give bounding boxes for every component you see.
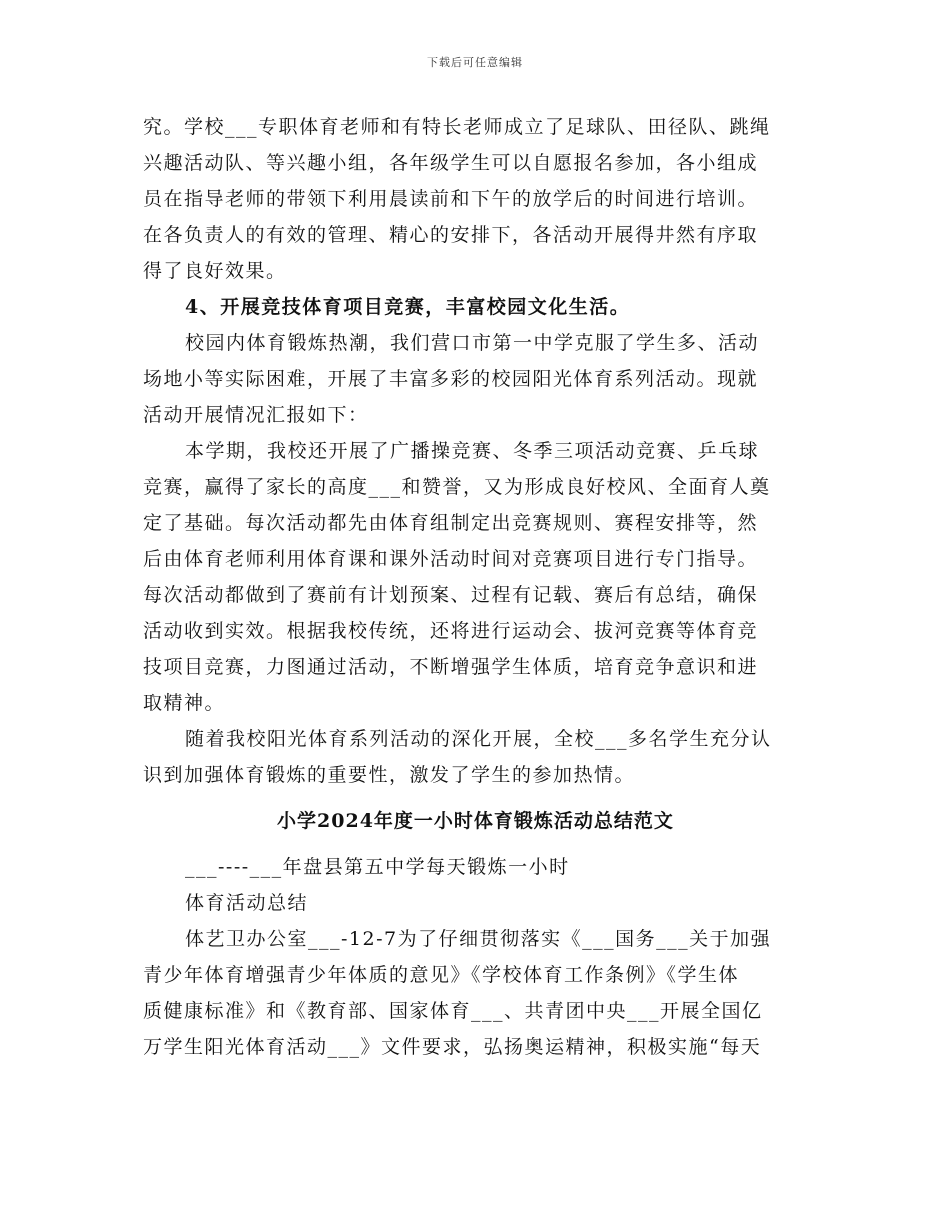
text-line: 万学生阳光体育活动___》文件要求，弘扬奥运精神，积极实施“每天 — [143, 1036, 762, 1058]
subtitle-line: 体育活动总结 — [185, 892, 309, 914]
paragraph — [143, 921, 808, 1065]
text-line: 竞赛，赢得了家长的高度___和赞誉，又为形成良好校风、全面育人奠 — [143, 476, 771, 498]
text-line: 本学期，我校还开展了广播操竞赛、冬季三项活动竞赛、乒乓球 — [185, 440, 760, 462]
section-heading-4: 4、开展竞技体育项目竞赛，丰富校园文化生活。 — [185, 296, 631, 318]
text-line: 质健康标准》和《教育部、国家体育___、共青团中央___开展全国亿 — [143, 1000, 763, 1022]
text-line: 场地小等实际困难，开展了丰富多彩的校园阳光体育系列活动。现就 — [143, 368, 759, 390]
text-line: 青少年体育增强青少年体质的意见》《学校体育工作条例》《学生体 — [143, 964, 740, 986]
paragraph — [143, 721, 808, 793]
text-line: 活动开展情况汇报如下： — [143, 404, 369, 426]
paragraph — [143, 433, 808, 721]
paragraph — [143, 325, 808, 433]
text-line: 后由体育老师利用体育课和课外活动时间对竞赛项目进行专门指导。 — [143, 548, 759, 570]
text-line: 员在指导老师的带领下利用晨读前和下午的放学后的时间进行培训。 — [143, 188, 759, 210]
text-line: 每次活动都做到了赛前有计划预案、过程有记载、赛后有总结，确保 — [143, 584, 759, 606]
document-title: 小学2024年度一小时体育锻炼活动总结范文 — [277, 810, 674, 832]
document-body — [143, 109, 808, 1065]
text-line: 取精神。 — [143, 692, 226, 714]
text-line: 识到加强体育锻炼的重要性，激发了学生的参加热情。 — [143, 764, 636, 786]
text-line: 究。学校___专职体育老师和有特长老师成立了足球队、田径队、跳绳 — [143, 116, 771, 138]
page-header-note: 下载后可任意编辑 — [427, 56, 523, 69]
text-line: 定了基础。每次活动都先由体育组制定出竞赛规则、赛程安排等，然 — [143, 512, 759, 534]
paragraph-continuation — [143, 109, 808, 289]
text-line: 兴趣活动队、等兴趣小组，各年级学生可以自愿报名参加，各小组成 — [143, 152, 759, 174]
text-line: 得了良好效果。 — [143, 260, 287, 282]
text-line: 在各负责人的有效的管理、精心的安排下，各活动开展得井然有序取 — [143, 224, 759, 246]
text-line: 随着我校阳光体育系列活动的深化开展，全校___多名学生充分认 — [185, 728, 772, 750]
text-line: 体艺卫办公室___-12-7为了仔细贯彻落实《___国务___关于加强 — [185, 928, 772, 950]
text-line: 校园内体育锻炼热潮，我们营口市第一中学克服了学生多、活动 — [185, 332, 760, 354]
subtitle-line: ___----___年盘县第五中学每天锻炼一小时 — [185, 856, 570, 878]
text-line: 技项目竞赛，力图通过活动，不断增强学生体质，培育竞争意识和进 — [143, 656, 759, 678]
text-line: 活动收到实效。根据我校传统，还将进行运动会、拔河竞赛等体育竞 — [143, 620, 759, 642]
